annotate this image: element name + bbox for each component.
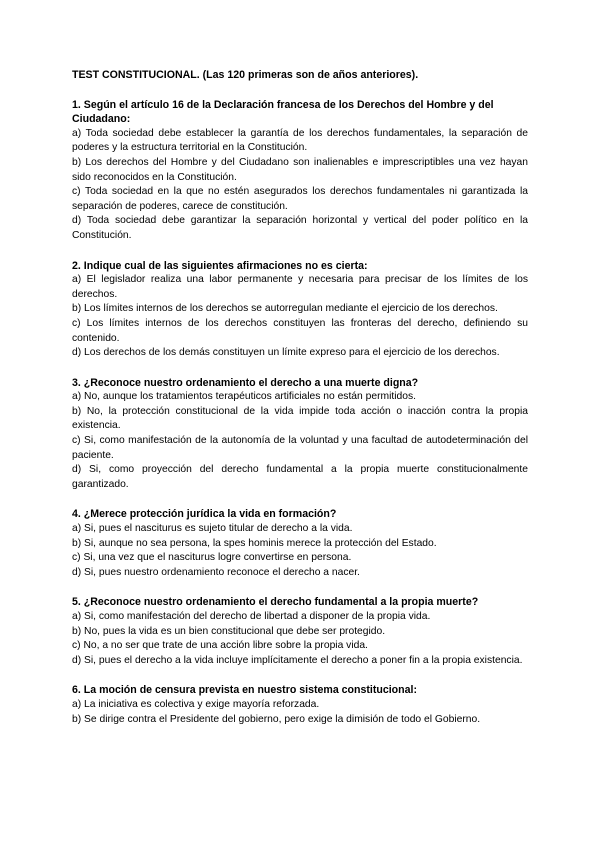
option-a: a) Si, como manifestación del derecho de libertad a disponer de la propia vida.: [72, 611, 431, 622]
question-5: [72, 595, 528, 668]
question-text: 5. ¿Reconoce nuestro ordenamiento el derecho fundamental a la propia muerte?: [72, 596, 479, 609]
option-d: d) Si, pues nuestro ordenamiento reconoce el derecho a nacer.: [72, 566, 360, 578]
question-text: 6. La moción de censura prevista en nuestro sistema constitucional:: [72, 684, 417, 697]
option-c: c) No, a no ser que trate de una acción libre sobre la propia vida.: [72, 640, 368, 652]
document-page: [72, 68, 528, 742]
option-b: b) No, la protección constitucional de la vida impide toda acción o inacción contra la propia existencia.: [72, 405, 528, 432]
option-c: c) Si, una vez que el nasciturus logre convertirse en persona.: [72, 552, 352, 564]
option-a: a) No, aunque los tratamientos terapéuticos artificiales no están permitidos.: [72, 391, 416, 403]
option-c: c) Los límites internos de los derechos constituyen las fronteras del derecho, definiendo su contenido.: [72, 317, 528, 344]
option-b: b) Los derechos del Hombre y del Ciudadano son inalienables e imprescriptibles una vez hayan sido reconocidos en la Constitución.: [72, 156, 528, 183]
question-4: [72, 507, 528, 580]
question-2: [72, 259, 528, 361]
option-d: d) Toda sociedad debe garantizar la separación horizontal y vertical del poder político en la Constitución.: [72, 215, 528, 241]
question-3: [72, 376, 528, 493]
option-a: a) Si, pues el nasciturus es sujeto titular de derecho a la vida.: [72, 523, 353, 535]
option-d: d) Si, pues el derecho a la vida incluye implícitamente el derecho a poner fin a la propia existencia.: [72, 654, 523, 666]
option-b: b) Los límites internos de los derechos se autorregulan mediante el ejercicio de los derechos.: [72, 303, 498, 315]
question-1: [72, 98, 528, 244]
option-b: b) Si, aunque no sea persona, la spes hominis merece la protección del Estado.: [72, 537, 437, 549]
option-c: c) Toda sociedad en la que no estén asegurados los derechos fundamentales ni garantizada la separación de poderes, carece de constitución.: [72, 186, 528, 212]
question-text: 3. ¿Reconoce nuestro ordenamiento el derecho a una muerte digna?: [72, 376, 419, 389]
option-a: a) Toda sociedad debe establecer la garantía de los derechos fundamentales, la separación de poderes y la estructura territorial en la Constitución.: [72, 127, 528, 154]
document-title: TEST CONSTITUCIONAL. (Las 120 primeras son de años anteriores).: [72, 69, 419, 81]
question-6: [72, 683, 528, 727]
option-c: c) Si, como manifestación de la autonomía de la voluntad y una facultad de autodeterminación del paciente.: [72, 435, 528, 461]
option-d: d) Los derechos de los demás constituyen un límite expreso para el ejercicio de los derechos.: [72, 347, 500, 359]
question-text: 4. ¿Merece protección jurídica la vida en formación?: [72, 508, 337, 521]
option-d: d) Si, como proyección del derecho fundamental a la propia muerte constitucionalmente garantizado.: [72, 464, 528, 490]
question-text: 1. Según el artículo 16 de la Declaración francesa de los Derechos del Hombre y del Ciudadano:: [72, 98, 494, 126]
option-b: b) Se dirige contra el Presidente del gobierno, pero exige la dimisión de todo el Gobierno.: [72, 713, 481, 725]
option-a: a) El legislador realiza una labor permanente y necesaria para precisar de los límites de los derechos.: [72, 274, 528, 300]
option-a: a) La iniciativa es colectiva y exige mayoría reforzada.: [72, 698, 320, 710]
question-text: 2. Indique cual de las siguientes afirmaciones no es cierta:: [72, 259, 368, 272]
option-b: b) No, pues la vida es un bien constitucional que debe ser protegido.: [72, 625, 386, 637]
